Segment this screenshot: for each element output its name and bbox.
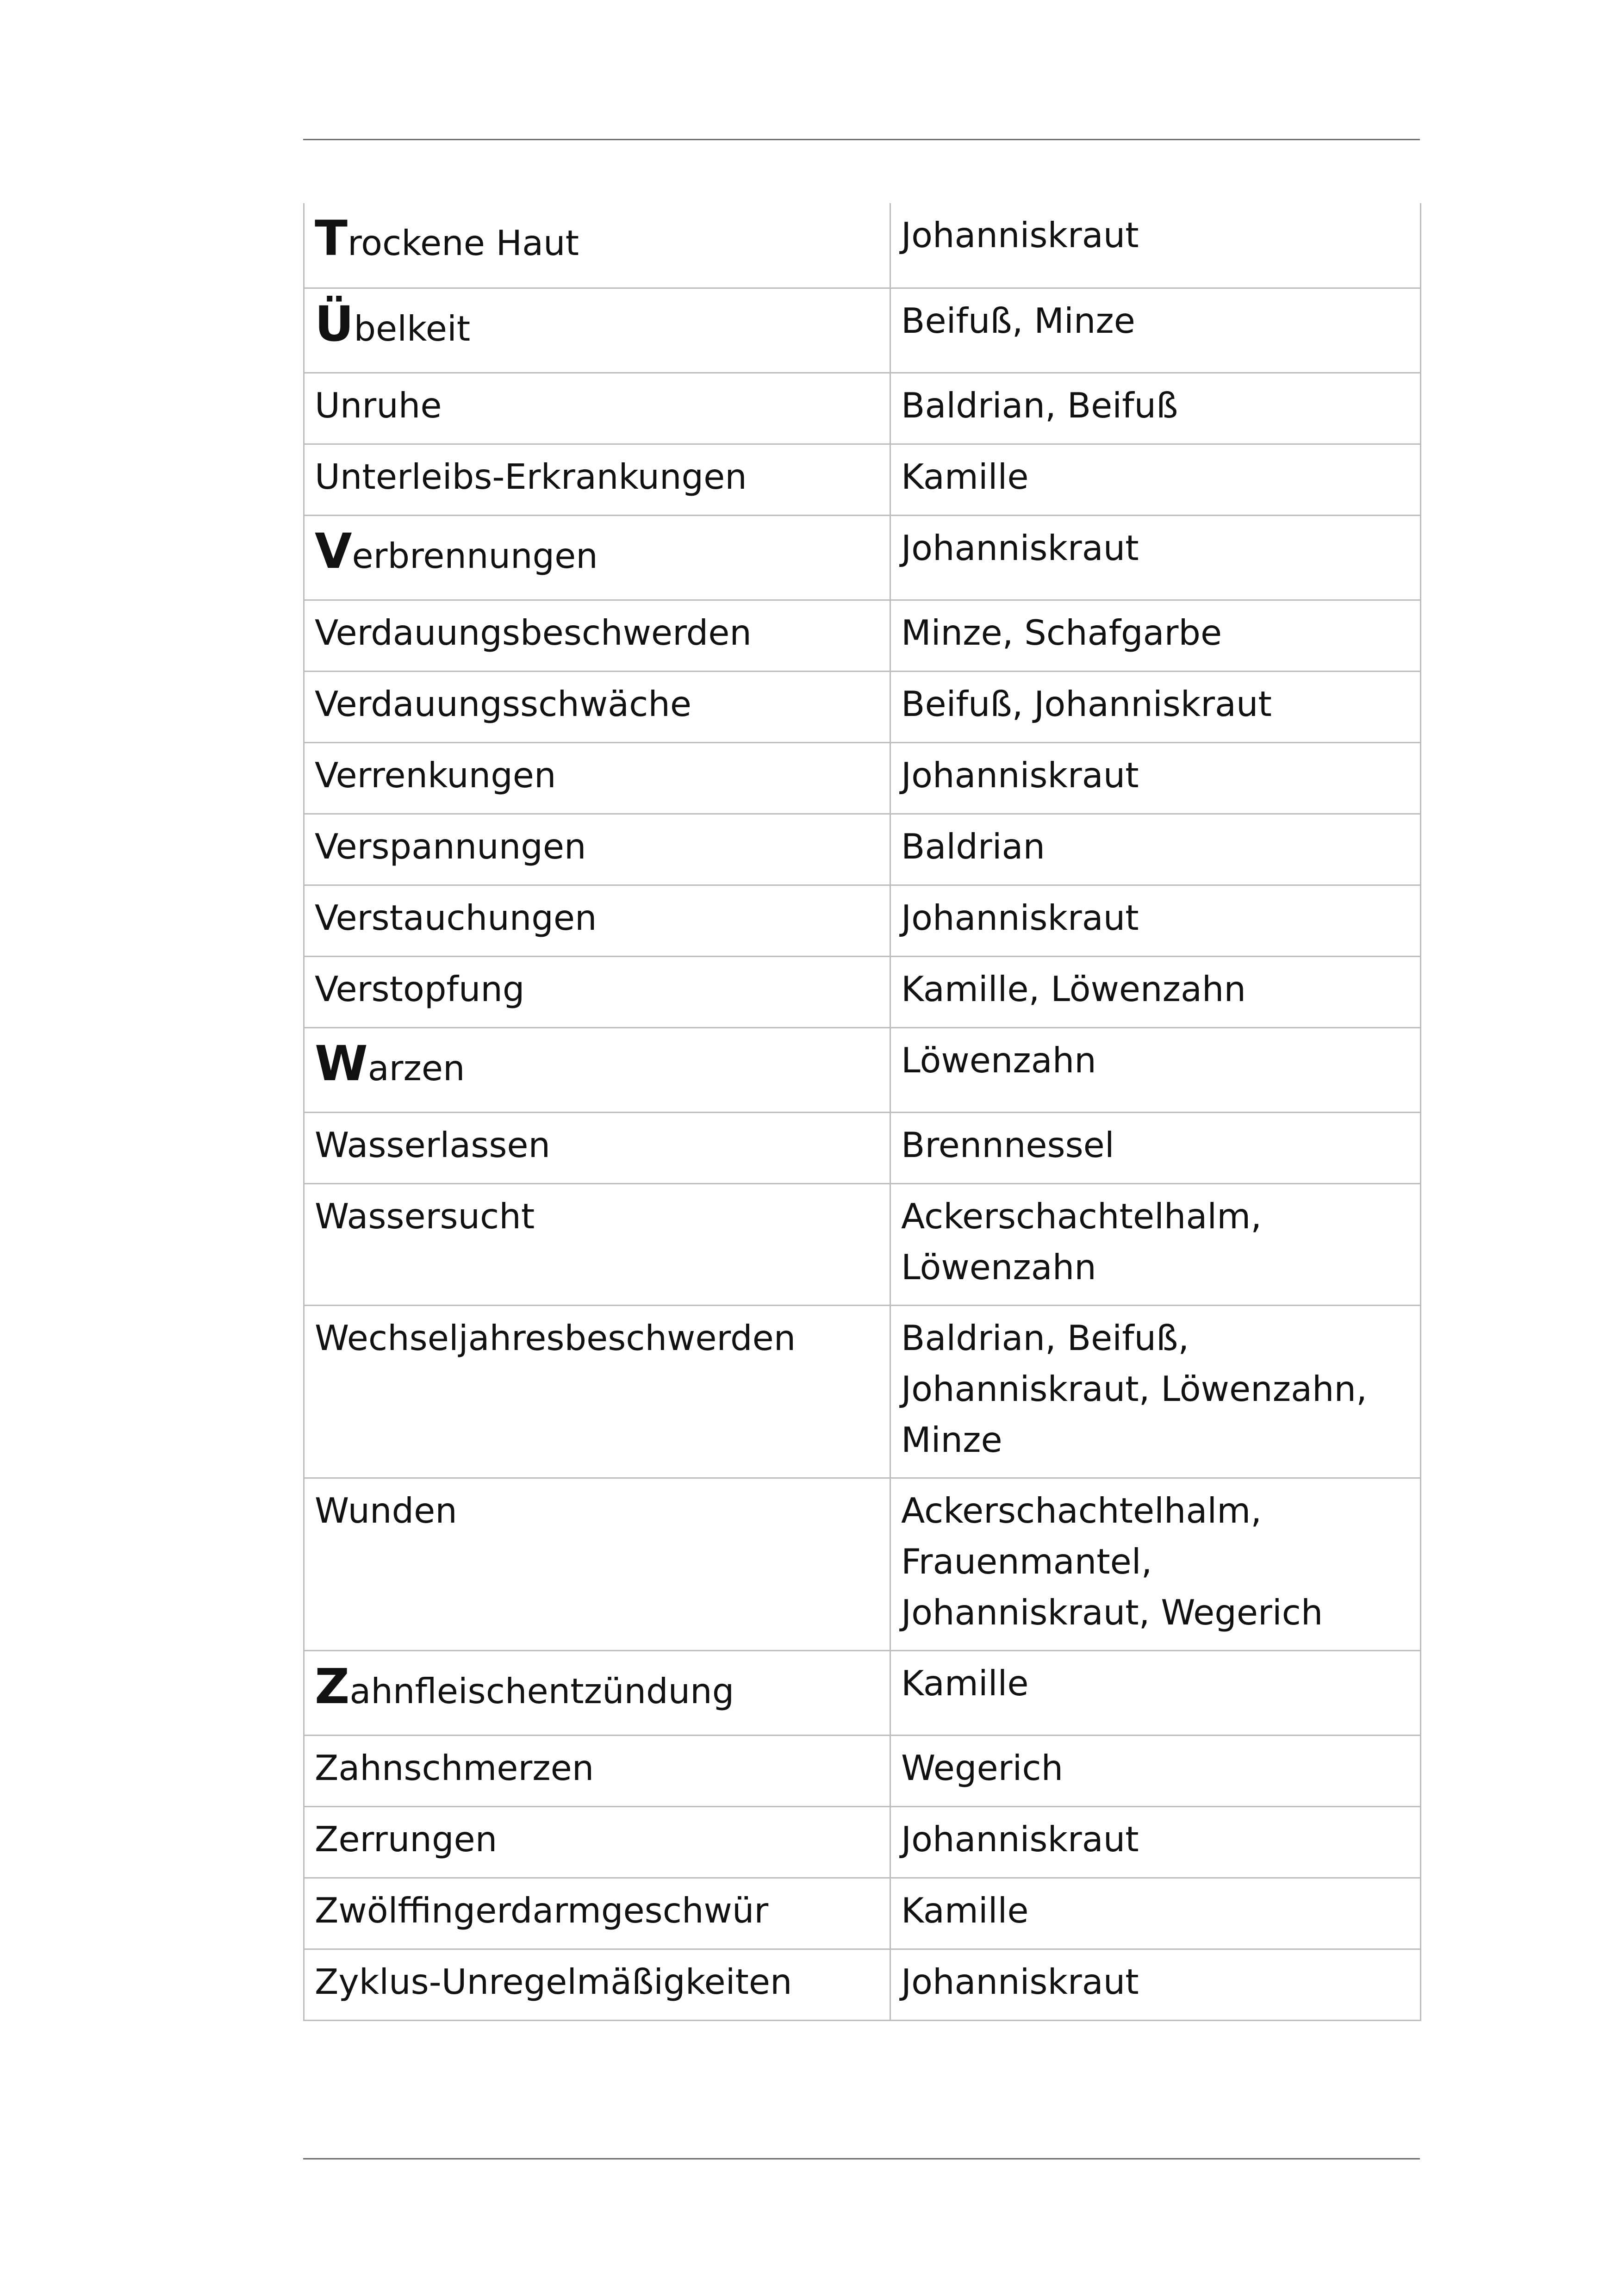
header-rule [303,139,1420,140]
table-row [304,1027,1421,1112]
table-row [304,288,1421,373]
ailment-cell [304,515,890,600]
herb-cell: Johanniskraut [890,742,1421,814]
ailment-cell: Unterleibs-Erkrankungen [304,444,890,515]
herb-cell: Kamille [890,1878,1421,1949]
table-row [304,742,1421,814]
table-row [304,1183,1421,1305]
ailment-cell: Zahnschmerzen [304,1735,890,1806]
table-row [304,1478,1421,1650]
table-row [304,956,1421,1027]
ailment-cell: Verstauchungen [304,885,890,956]
ailment-cell: Unruhe [304,373,890,444]
initial-letter: Ü [315,295,354,352]
ailment-text: ahnfleischentzündung [349,1670,734,1711]
ailment-cell: Zerrungen [304,1806,890,1878]
table-row [304,1806,1421,1878]
herb-cell: Johanniskraut [890,1806,1421,1878]
herb-cell: Wegerich [890,1735,1421,1806]
initial-letter: W [315,1035,368,1092]
ailment-cell: Verspannungen [304,814,890,885]
initial-letter: T [315,210,348,267]
herb-cell: Kamille, Löwenzahn [890,956,1421,1027]
table-row [304,600,1421,671]
ailment-text: rockene Haut [347,223,579,263]
herb-cell: Baldrian, Beifuß, Johanniskraut, Löwenzahn, Minze [890,1305,1421,1478]
ailment-cell: Verdauungsbeschwerden [304,600,890,671]
herb-cell: Johanniskraut [890,885,1421,956]
herb-cell: Ackerschachtelhalm, Löwenzahn [890,1183,1421,1305]
ailment-cell: Wechseljahresbeschwerden [304,1305,890,1478]
ailment-cell [304,203,890,288]
table-row [304,671,1421,742]
ailment-text: erbrennungen [352,535,598,576]
table-row [304,1949,1421,2020]
ailment-cell [304,288,890,373]
herb-cell: Kamille [890,444,1421,515]
ailment-cell: Verdauungsschwäche [304,671,890,742]
table-row [304,814,1421,885]
herb-cell: Brennnessel [890,1112,1421,1183]
ailment-cell: Wasserlassen [304,1112,890,1183]
herb-cell: Baldrian, Beifuß [890,373,1421,444]
ailment-cell: Zyklus-Unregelmäßigkeiten [304,1949,890,2020]
table-row [304,515,1421,600]
table-row [304,1650,1421,1735]
herb-cell: Löwenzahn [890,1027,1421,1112]
ailment-cell: Zwölffingerdarmgeschwür [304,1878,890,1949]
table-row [304,203,1421,288]
ailment-cell: Verstopfung [304,956,890,1027]
table-row [304,444,1421,515]
ailment-text: belkeit [354,308,471,349]
herb-cell: Minze, Schafgarbe [890,600,1421,671]
ailment-cell: Verrenkungen [304,742,890,814]
ailment-cell: Wassersucht [304,1183,890,1305]
table-row [304,1112,1421,1183]
herb-cell: Baldrian [890,814,1421,885]
herb-cell: Johanniskraut [890,515,1421,600]
remedy-table [303,203,1421,2021]
herb-cell: Johanniskraut [890,203,1421,288]
table-row [304,1735,1421,1806]
herb-cell: Johanniskraut [890,1949,1421,2020]
initial-letter: V [315,523,352,579]
ailment-cell [304,1650,890,1735]
table-row [304,1305,1421,1478]
initial-letter: Z [315,1658,350,1715]
herb-cell: Beifuß, Johanniskraut [890,671,1421,742]
herb-cell: Kamille [890,1650,1421,1735]
footer-rule [303,2158,1420,2159]
ailment-cell: Wunden [304,1478,890,1650]
ailment-cell [304,1027,890,1112]
table-row [304,885,1421,956]
table-row [304,373,1421,444]
herb-cell: Beifuß, Minze [890,288,1421,373]
table-row [304,1878,1421,1949]
ailment-text: arzen [367,1047,465,1089]
herb-cell: Ackerschachtelhalm, Frauenmantel, Johanniskraut, Wegerich [890,1478,1421,1650]
